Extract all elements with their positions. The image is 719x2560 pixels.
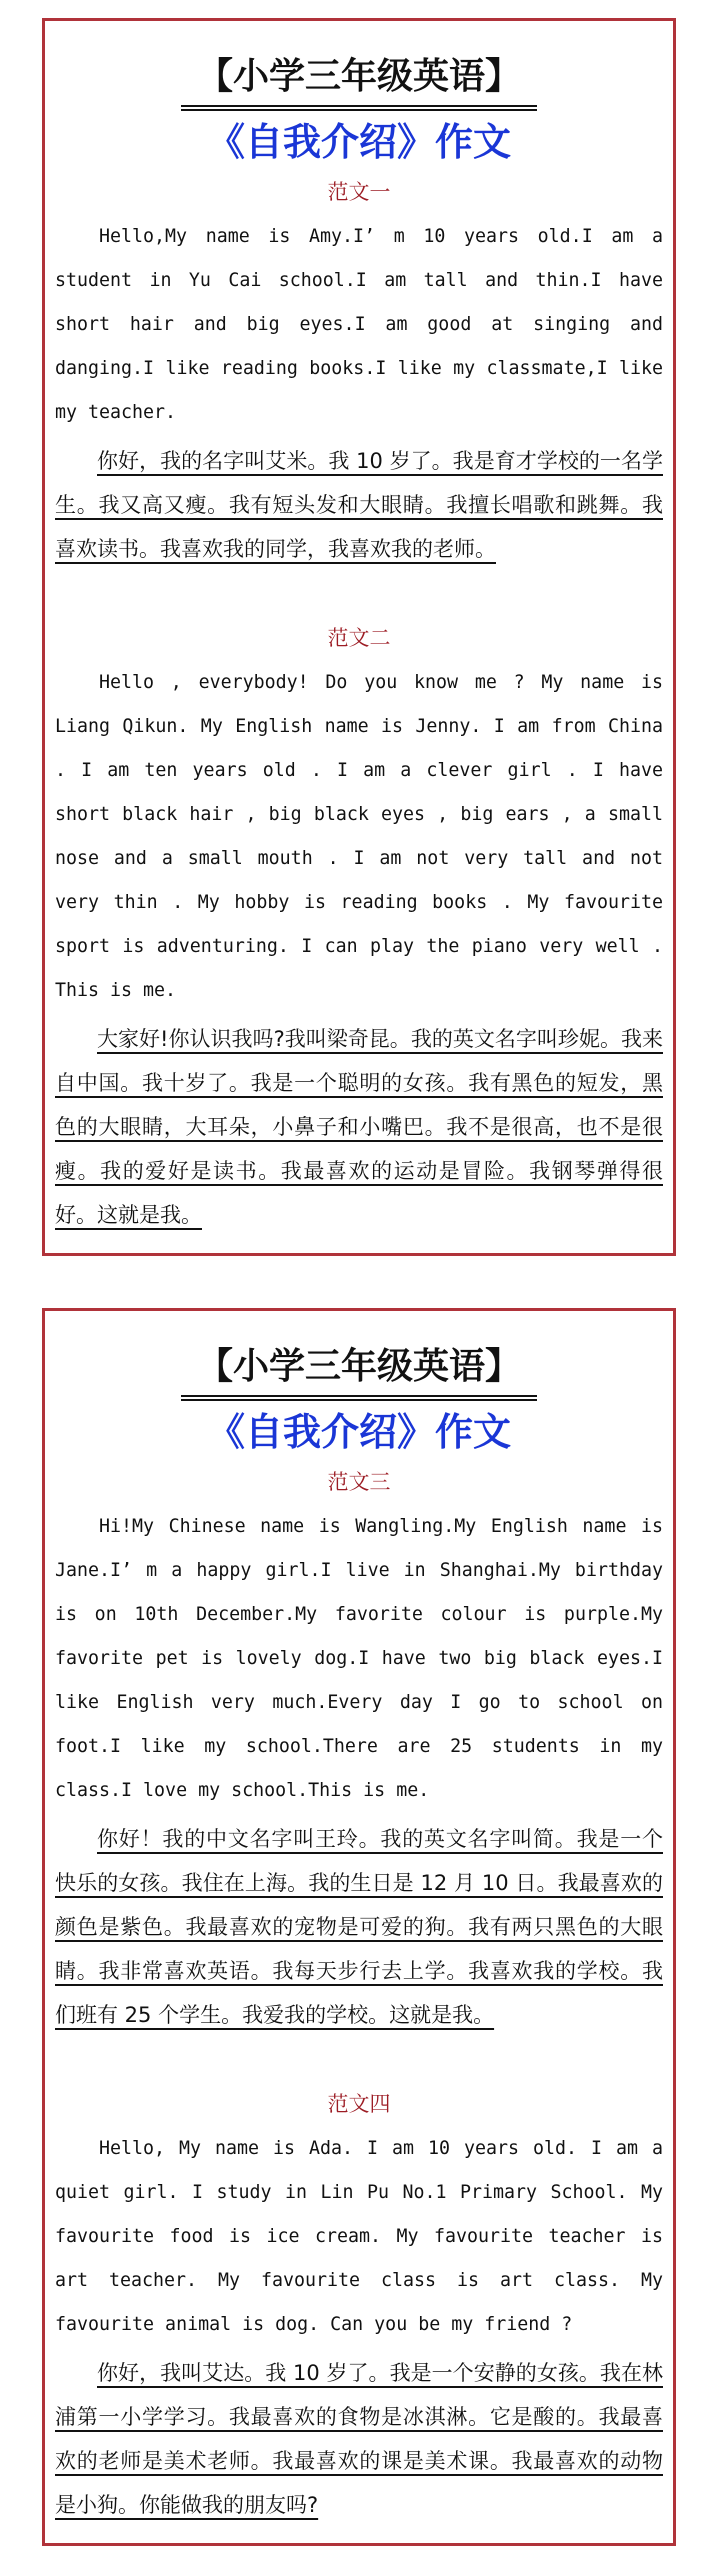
essay-english-text: Hi!My Chinese name is Wangling.My English name is Jane.I’ m a happy girl.I live in Shanghai.My birthday is on 10th December.My favorite colour is purple.My favorite pet is lovely dog.I have two big black eyes.I like English very much.Every day I go to school on foot.I like my school.There are 25 students in my class.I love my school.This is me. (55, 1516, 663, 1801)
document-page-2 (42, 1308, 676, 2546)
page-heading: 【小学三年级英语】 (196, 56, 521, 97)
document-page-1 (42, 18, 676, 1256)
essay-chinese-translation: 你好，我叫艾达。我 10 岁了。我是一个安静的女孩。我在林浦第一小学学习。我最喜欢的食物是冰淇淋。它是酸的。我最喜欢的老师是美术老师。我最喜欢的课是美术课。我最喜欢的动物是小狗。你能做我的朋友吗? (55, 2361, 663, 2517)
page-subheading: 《自我介绍》作文 (206, 120, 511, 164)
essay-chinese-translation: 你好！我的中文名字叫王玲。我的英文名字叫简。我是一个快乐的女孩。我住在上海。我的生日是 12 月 10 日。我最喜欢的颜色是紫色。我最喜欢的宠物是可爱的狗。我有两只黑色的大眼睛。我非常喜欢英语。我每天步行去上学。我喜欢我的学校。我们班有 25 个学生。我爱我的学校。这就是我。 (55, 1827, 663, 2027)
heading-underline (181, 1395, 537, 1401)
heading-underline (181, 105, 537, 111)
essay-title: 范文二 (327, 626, 391, 650)
essay-title: 范文三 (327, 1470, 391, 1494)
essay-title: 范文一 (327, 180, 391, 204)
essay-english-text: Hello, My name is Ada. I am 10 years old. I am a quiet girl. I study in Lin Pu No.1 Primary School. My favourite food is ice cream. My favourite teacher is art teacher. My favourite class is art class. My favourite animal is dog. Can you be my friend ? (55, 2138, 663, 2335)
essay-chinese-translation: 你好，我的名字叫艾米。我 10 岁了。我是育才学校的一名学生。我又高又瘦。我有短头发和大眼睛。我擅长唱歌和跳舞。我喜欢读书。我喜欢我的同学，我喜欢我的老师。 (55, 449, 663, 561)
essay-title: 范文四 (327, 2092, 391, 2116)
essay-english-text: Hello , everybody! Do you know me ? My name is Liang Qikun. My English name is Jenny. I am from China . I am ten years old . I am a clever girl . I have short black hair , big black eyes , big ears , a small nose and a small mouth . I am not very tall and not very thin . My hobby is reading books . My favourite sport is adventuring. I can play the piano very well . This is me. (55, 672, 663, 1001)
page-heading: 【小学三年级英语】 (196, 1346, 521, 1387)
essay-english-text: Hello,My name is Amy.I’ m 10 years old.I am a student in Yu Cai school.I am tall and thin.I have short hair and big eyes.I am good at singing and danging.I like reading books.I like my classmate,I like my teacher. (55, 226, 663, 423)
page-subheading: 《自我介绍》作文 (206, 1410, 511, 1454)
essay-chinese-translation: 大家好!你认识我吗?我叫梁奇昆。我的英文名字叫珍妮。我来自中国。我十岁了。我是一个聪明的女孩。我有黑色的短发，黑色的大眼睛，大耳朵，小鼻子和小嘴巴。我不是很高，也不是很瘦。我的爱好是读书。我最喜欢的运动是冒险。我钢琴弹得很好。这就是我。 (55, 1027, 663, 1227)
